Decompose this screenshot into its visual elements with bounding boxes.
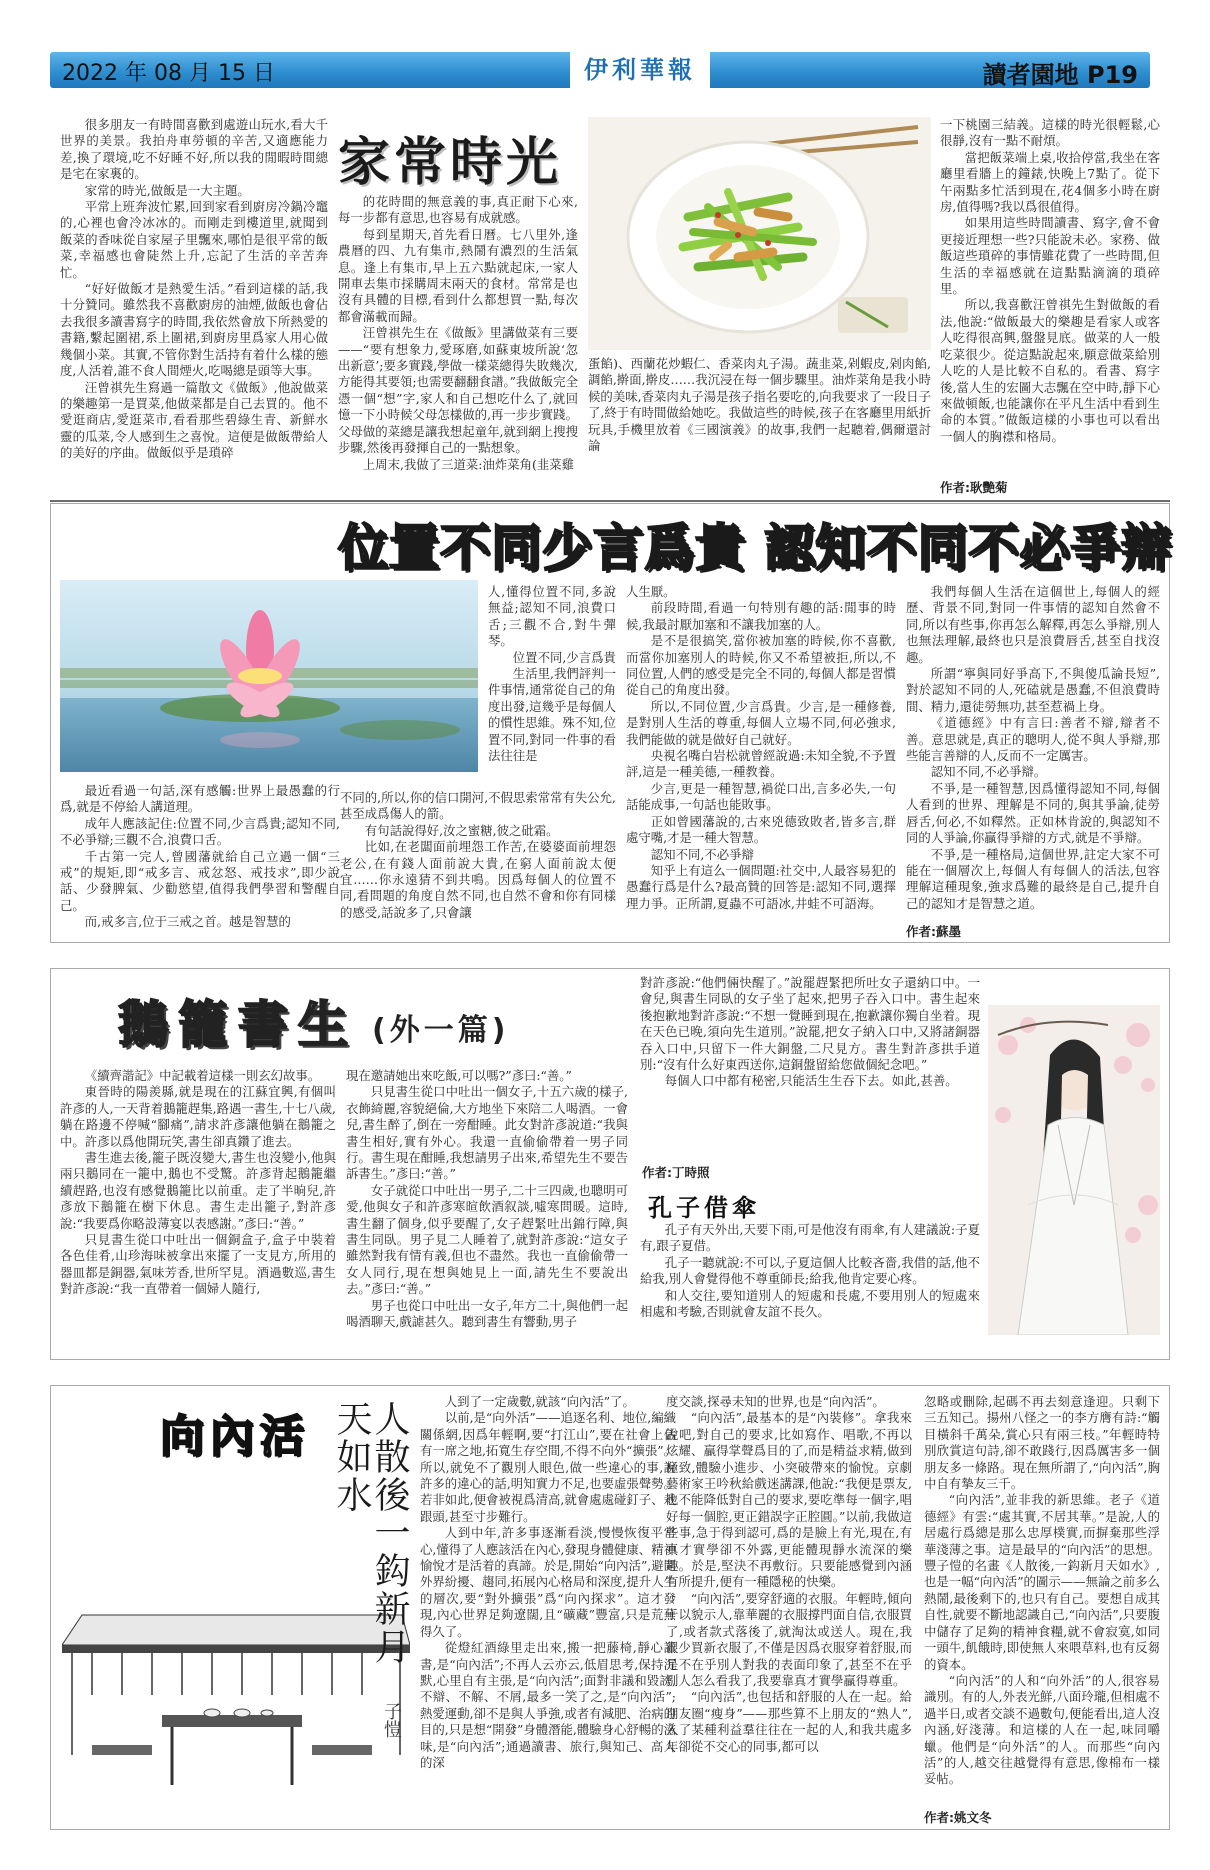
painter-seal-signature: 子愷 bbox=[381, 1702, 402, 1738]
article2-column-1a: 人,懂得位置不同,多說無益;認知不同,浪費口舌;三觀不合,對牛彈琴。 位置不同,少言爲貴 生活里,我們評判一件事情,通常從自己的角度出發,這幾乎是每個人的慣性思維。殊不知,位置不同,對同一件事的看法往往是 bbox=[488, 584, 616, 764]
article2-author: 作者:蘇墨 bbox=[906, 924, 961, 939]
scholar-illustration bbox=[988, 1005, 1160, 1335]
newspaper-name: 伊利華報 bbox=[570, 52, 710, 88]
article4-column-3: 忽略或刪除,起碼不再去刻意逢迎。只剩下三五知己。揚州八怪之一的李方膺有詩:“觸目橫斜千萬朵,賞心只有兩三枝。”年輕時特別欣賞這句詩,卻不敢踐行,因爲厲害多一個朋友多一條路。現在無所謂了,“向內活”,胸中自有摯友三千。 “向內活”,並非我的新思維。老子《道德經》有雲:“處其實,不居其華。”是說,人的居處行爲總是那么忠厚樸實,而摒棄那些浮華淺薄之事。這是最早的“向內活”的思想。豐子愷的名畫《人散後,一鈎新月天如水》,也是一幅“向內活”的圖示——無論之前多么熱鬧,最後剩下的,也只有自己。要想自成其自性,就要不斷地認識自己,“向內活”,只要腹中儲存了足夠的精神食糧,就不會寂寞,如同一頭牛,飢餓時,即使無人來喂草料,也有反芻的資本。 “向內活”的人和“向外活”的人,很容易識別。有的人,外表光鮮,八面玲瓏,但相處不過半日,或者交談不過數句,便能看出,這人沒內涵,好淺薄。和這樣的人在一起,味同嚼蠟。他們是“向外活”的人。而那些“向內活”的人,越交往越覺得有意思,像棉布一樣妥帖。 bbox=[924, 1394, 1160, 1787]
article1-title: 家常時光 bbox=[338, 133, 563, 193]
article4-author: 作者:姚文冬 bbox=[924, 1810, 992, 1825]
article3-subtitle: (外一篇) bbox=[372, 1013, 510, 1048]
article2-column-4: 我們每個人生活在這個世上,每個人的經歷、背景不同,對同一件事情的認知自然會不同,所以有些事,你再怎么解釋,再怎么爭辯,別人也無法理解,最終也只是浪費唇舌,甚至自找沒趣。 所謂“寧與同好爭高下,不與傻瓜論長短”,對於認知不同的人,死磕就是愚蠢,不但浪費時間、精力,還徒勞無功,甚至惹禍上身。 《道德經》中有言曰:善者不辯,辯者不善。意思就是,真正的聰明人,從不與人爭辯,那些能言善辯的人,反而不一定厲害。 認知不同,不必爭辯。 不爭,是一種智慧,因爲懂得認知不同,每個人看到的世界、理解是不同的,與其爭論,徒勞唇舌,何必,不如釋然。正如林肯說的,與認知不同的人爭論,你贏得爭辯的方式,就是不爭辯。 不爭,是一種格局,這個世界,註定大家不可能在一個層次上,每個人有每個人的活法,包容理解這種現象,強求爲難的最終是自己,提升自己的認知才是智慧之道。 bbox=[906, 584, 1160, 911]
article3-column-1: 《續齊諧記》中記載着這樣一則玄幻故事。 東晉時的陽羨縣,就是現在的江蘇宜興,有個叫許彥的人,一天背着鵝籠趕集,路遇一書生,十七八歲,躺在路邊不停喊“腳痛”,請求許彥讓他躺在鵝籠之中。許彥以爲他開玩笑,書生卻真鑽了進去。 書生進去後,籠子既沒變大,書生也沒變小,他與兩只鵝同在一籠中,鵝也不受驚。許彥背起鵝籠繼續趕路,也沒有感覺鵝籠比以前重。走了半晌兒,許彥放下鵝籠在樹下休息。書生走出籠子,對許彥說:“我要爲你略設薄宴以表感謝。”彥曰:“善。” 只見書生從口中吐出一個銅盒子,盒子中裝着各色佳肴,山珍海味被拿出來擺了一支見方,所用的器皿都是銅器,氣味芳香,世所罕見。酒過數巡,書生對許彥說:“我一直帶着一個婦人隨行, bbox=[60, 1068, 336, 1297]
article3-column-3: 對許彥說:“他們倆快醒了。”說罷趕緊把所吐女子還納口中。一會兒,與書生同臥的女子坐了起來,把男子吞入口中。書生起來後抱歉地對許彥說:“不想一覺睡到現在,抱歉讓你獨自坐着。現在天色已晚,須向先生道別。”說罷,把女子納入口中,又將諸銅器吞入口中,只留下一件大銅盤,二尺見方。書生對許彥拱手道別:“沒有什么好東西送你,這銅盤留給您做個紀念吧。” 每個人口中都有秘密,只能活生生吞下去。如此,甚善。 bbox=[640, 975, 980, 1089]
article2-column-3: 人生厭。 前段時間,看過一句特別有趣的話:閒事的時候,我最討厭加塞和不讓我加塞的人。 是不是很搞笑,當你被加塞的時候,你不喜歡,而當你加塞別人的時候,你又不希望被拒,所以,不同位置,人們的感受是完全不同的,每個人都是習慣從自己的角度出發。 所以,不同位置,少言爲貴。少言,是一種修養,是對別人生活的尊重,每個人立場不同,何必強求,我們能做的就是做好自己就好。 央視名嘴白岩松就曾經說過:未知全貌,不予置評,這是一種美德,一種教養。 少言,更是一種智慧,禍從口出,言多必失,一句話能成事,一句話也能敗事。 正如曾國藩說的,古來兇德致敗者,皆多言,群處守嘴,才是一種大智慧。 認知不同,不必爭辯 知乎上有這么一個問題:社交中,人最容易犯的愚蠢行爲是什么?最高贊的回答是:認知不同,選擇理力爭。正所謂,夏蟲不可語冰,井蛙不可語海。 bbox=[626, 584, 896, 911]
issue-date: 2022 年 08 月 15 日 bbox=[62, 61, 275, 86]
divider-1 bbox=[50, 500, 1170, 502]
article1-column-1: 很多朋友一有時間喜歡到處遊山玩水,看大千世界的美景。我拍舟車勞頓的辛苦,又適應能力差,換了環境,吃不好睡不好,所以我的閒暇時間總是宅在家裏的。 家常的時光,做飯是一大主題。 平常上班奔波忙累,回到家看到廚房冷鍋冷竈的,心裡也會冷冰冰的。而剛走到樓道里,就聞到飯菜的香味從自家屋子里飄來,哪怕是很平常的飯菜,幸福感也會陡然上升,忘記了生活的辛苦奔忙。 “好好做飯才是熱愛生活。”看到這樣的話,我十分贊同。雖然我不喜歡廚房的油煙,做飯也會佔去我很多讀書寫字的時間,我依然會放下所熱愛的書籍,繫起圍裙,系上圍裙,到廚房里爲家人用心做幾個小菜。其實,不管你對生活持有着什么樣的態度,人活着,誰不食人間煙火,吃喝總是頭等大事。 汪曾祺先生寫過一篇散文《做飯》,他說做菜的樂趣第一是買菜,他做菜都是自己去買的。他不愛逛商店,愛逛菜市,看看那些碧綠生青、新鮮水靈的瓜菜,令人感到生之喜悅。這便是做飯帶給人的美好的序曲。做飯似乎是瑣碎 bbox=[60, 117, 328, 461]
food-photo-celery-stirfry bbox=[588, 117, 931, 350]
kongzi-subarticle-title: 孔子借傘 bbox=[648, 1194, 760, 1222]
article2-column-2: 不同的,所以,你的信口開河,不假思索常常有失公允,甚至成爲傷人的箭。 有句話說得好,汝之蜜糖,彼之砒霜。 比如,在老闆面前埋怨工作苦,在婆婆面前埋怨老公,在有錢人面前說大貴,在窮人面前說太便宜……你永遠猜不到共鳴。因爲每個人的位置不同,看問題的角度自然不同,也自然不會和你有同樣的感受,話說多了,只會讓 bbox=[340, 790, 616, 920]
article4-column-2: 度交談,探尋未知的世界,也是“向內活”。 “向內活”,最基本的是“內裝修”。拿我來說吧,對自己的要求,比如寫作、唱歌,不再以炫耀、贏得掌聲爲目的了,而是精益求精,做到極致,體驗小進步、小突破帶來的愉悅。京劇藝術家王吟秋給戲迷講課,他說:“我便是票友,也不能降低對自己的要求,要吃準每一個字,唱好每一個腔,更正錯誤字正腔圓。”以前,我做這些事,急于得到認可,爲的是臉上有光,現在,有真才實學卻不外露,更能體現靜水流深的樂趣。於是,堅決不再敷衍。只要能感覺到內涵有所提升,便有一種隱秘的快樂。 “向內活”,要穿舒適的衣服。年輕時,傾向于以貌示人,靠華麗的衣服撐門面自信,衣服買了,或者款式落後了,就淘汰或送人。現在,我很少買新衣服了,不僅是因爲衣服穿着舒服,而是不在乎別人對我的表面印象了,甚至不在乎別人怎么看我了,我要靠真才實學贏得尊重。 “向內活”,也包括和舒服的人在一起。給朋友圈“瘦身”——那些算不上朋友的“熟人”,入了某種利益羣往往在一起的人,和我共處多年卻從不交心的同事,都可以 bbox=[666, 1394, 912, 1754]
kongzi-subarticle-body: 孔子有天外出,天要下雨,可是他沒有雨傘,有人建議說:子夏有,跟子夏借。 孔子一聽就說:不可以,子夏這個人比較吝嗇,我借的話,他不給我,別人會覺得他不尊重師長;給我,他肯定要心疼。 和人交往,要知道別人的短處和長處,不要用別人的短處來相處和考驗,否則就會友誼不長久。 bbox=[640, 1222, 980, 1320]
article1-column-4: 一下桃園三結義。這樣的時光很輕鬆,心很靜,沒有一點不耐煩。 當把飯菜端上桌,收拾停當,我坐在客廳里看牆上的鐘錶,快晚上7點了。從下午兩點多忙活到現在,花4個多小時在廚房,值得嗎?我以爲很值得。 如果用這些時間讀書、寫字,會不會更接近理想一些?只能說未必。家務、做飯這些瑣碎的事情雖花費了一些時間,但生活的幸福感就在這點點滴滴的瑣碎里。 所以,我喜歡汪曾祺先生對做飯的看法,他說:“做飯最大的樂趣是看家人或客人吃得很高興,盤盤見底。做菜的人一般吃菜很少。從這點說起來,願意做菜給別人吃的人是比較不自私的。看書、寫字後,當人生的宏圖大志飄在空中時,靜下心來做頓飯,也能讓你在平凡生活中看到生命的本質。”做飯這樣的小事也可以看出一個人的胸襟和格局。 bbox=[940, 117, 1160, 444]
lotus-photo bbox=[60, 580, 478, 772]
article2-title: 位置不同少言爲貴 認知不同不必爭辯 bbox=[338, 519, 1173, 577]
article3-author: 作者:丁時照 bbox=[642, 1165, 710, 1180]
article1-column-2: 的花時間的無意義的事,真正耐下心來,每一步都有意思,也容易有成就感。 每到星期天,首先看日曆。七八里外,逢農曆的四、九有集市,熱鬧有濃烈的生活氣息。逢上有集市,早上五六點就起床,一家人開車去集市採購周末兩天的食材。常常是也沒有具體的目標,看到什么都想買一點,每次都會滿載而歸。 汪曾祺先生在《做飯》里講做菜有三要——“要有想象力,愛琢磨,如蘇東坡所說‘忽出新意’;要多實踐,學做一樣菜總得失敗幾次,方能得其要領;也需要翻翻食譜。”我做飯完全憑一個“想”字,家人和自己想吃什么了,就回憶一下小時候父母怎樣做的,再一步步實踐。父母做的菜總是讓我想起童年,就到網上搜搜步驟,然後再發揮自己的一點想象。 上周末,我做了三道菜:油炸菜角(韭菜雞 bbox=[338, 194, 578, 472]
article1-author: 作者:耿艷菊 bbox=[940, 480, 1008, 495]
article4-title: 向內活 bbox=[160, 1411, 310, 1462]
article2-column-1b: 最近看過一句話,深有感觸:世界上最愚蠢的行爲,就是不停給人講道理。 成年人應該記住:位置不同,少言爲貴;認知不同,不必爭辯;三觀不合,浪費口舌。 千古第一完人,曾國藩就給自己立過一個“三戒”的規矩,即“戒多言、戒忿怒、戒技求”,即少說話、少發脾氣、少勸慾望,值得我們學習和警醒自己。 而,戒多言,位于三戒之首。越是智慧的 bbox=[60, 783, 340, 930]
masthead-bar bbox=[50, 52, 1150, 88]
calligraphy-inscription: 人散後一鈎新月天如水 bbox=[331, 1400, 410, 1666]
article3-column-2: 現在邀請她出來吃飯,可以嗎?”彥曰:“善。” 只見書生從口中吐出一個女子,十五六歲的樣子,衣飾綺麗,容貌絕倫,大方地坐下來陪二人喝酒。一會兒,書生醉了,倒在一旁酣睡。此女對許彥說道:“我與書生相好,實有外心。我還一直偷偷帶着一男子同行。書生現在酣睡,我想請男子出來,希望先生不要告訴書生。”彥曰:“善。” 女子就從口中吐出一男子,二十三四歲,也聰明可愛,他與女子和許彥寒暄飲酒叙談,噓寒問暖。這時,書生翻了個身,似乎要醒了,女子趕緊吐出錦行障,與書生同臥。男子見二人睡着了,就對許彥說:“這女子雖然對我有情有義,但也不盡然。我也一直偷偷帶一女人同行,現在想與她見上一面,請先生不要說出去。”彥曰:“善。” 男子也從口中吐出一女子,年方二十,與他們一起喝酒聊天,戲謔甚久。聽到書生有響動,男子 bbox=[346, 1068, 628, 1330]
article1-column-3: 蛋餡)、西蘭花炒蝦仁、香菜肉丸子湯。蔬韭菜,剁蝦皮,剁肉餡,調餡,擀面,擀皮……我沉浸在每一個步驟里。油炸菜角是我小時候的美味,香菜肉丸子湯是孩子指名要吃的,向我要求了一段日子了,終于有時間做給她吃。我做這些的時候,孩子在客廳里用紙折玩具,手機里放着《三國演義》的故事,我們一起聽着,偶爾還討論 bbox=[588, 356, 931, 454]
section-page-label: 讀者園地 P19 bbox=[982, 61, 1138, 89]
article4-column-1: 人到了一定歲數,就該“向內活”了。 以前,是“向外活”——追逐名利、地位,編織關係網,因爲年輕啊,要“打江山”,要在社會上佔有一席之地,拓寬生存空間,不得不向外“擴張”。所以,就免不了觀別人眼色,做一些違心的事,說許多的違心的話,明知實力不足,也要虛張聲勢。若非如此,便會被視爲清高,就會處處碰釘子、栽跟頭,甚至寸步難行。 人到中年,許多事逐漸看淡,慢慢恢復平常心,懂得了人應該活在內心,發現身體健康、精神愉悅才是活着的真諦。於是,開始“向內活”,避開外界紛擾、趨同,拓展內心格局和深度,提升人生的層次,要“對外擴張”爲“向內探求”。這才發現,內心世界足夠遼闊,且“礦藏”豐富,只是荒蕪得久了。 從燈紅酒綠里走出來,搬一把藤椅,靜心讀書,是“向內活”;不再人云亦云,低眉思考,保持沉默,心里自有主張,是“向內活”;面對非議和毀謗,不辯、不解、不屑,最多一笑了之,是“向內活”;熱愛運動,卻不是與人爭強,或者有減肥、治病的目的,只是想“開發”身體潛能,體驗身心舒暢的滋味,是“向內活”;通過讀書、旅行,與知己、高人的深 bbox=[420, 1394, 676, 1770]
article3-title: 鵝籠書生 bbox=[118, 996, 358, 1054]
